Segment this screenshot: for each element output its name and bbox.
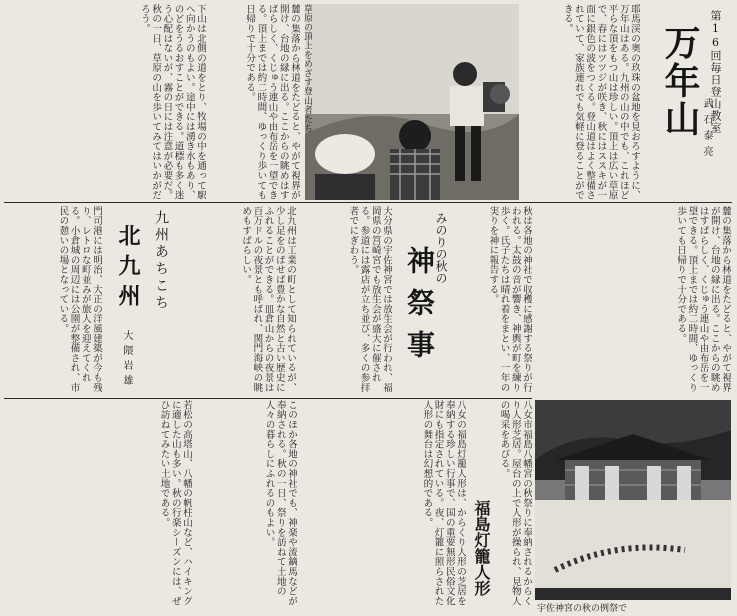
mountain-body-c: 下山は北側の道をとり、牧場の中を通って駅へ向かうのもよい。途中には湧き水もあり、のどをうるおすことができる。道標も多く迷う心配はないが、霧の日には注意が必要だ。秋の一日、草原の山を歩いてみてはいかがだろう。	[138, 4, 206, 200]
festival-body-a: 秋は各地の神社で収穫に感謝する祭りが行われる。太鼓の音が響き、神輿が町を練り歩く。氏子たちは晴れ着をまとい、一年の実りを神に報告する。	[487, 206, 532, 393]
rule-middle	[4, 398, 532, 399]
kyushu-body-b: 門司港には明治、大正の洋風建築が今も残り、レトロな町並みが旅人を迎えてくれる。小倉城の周辺には公園が整備され、市民の憩いの場となっている。	[57, 206, 102, 393]
fukushima-title-box	[468, 500, 494, 608]
photo-top-caption: 草原の頂上をめざす登山者たち	[302, 4, 312, 133]
series-author: 武石泰亮	[701, 98, 712, 162]
festival-title-lead: みのりの秋の	[434, 212, 448, 284]
shrine-illustration	[535, 400, 731, 600]
festival-body-d: このほか各地の神社でも、神楽や流鏑馬などが奉納される。秋の一日、祭りを訪ねて土地の人々の暮らしにふれるのもよい。	[263, 400, 297, 606]
photo-hikers	[305, 4, 519, 200]
kyushu-series: 九州あちこち	[153, 210, 169, 312]
kyushu-body-c: 若松の高塔山、八幡の帆柱山など、ハイキングに適した山も多い。秋の行楽シーズンには、ぜひ訪ねてみたい土地である。	[158, 400, 192, 606]
festival-body-c: 八女の福島灯籠人形は、からくり人形の芝居を奉納する珍しい行事で、国の重要無形民俗文化財にも指定されている。夜、灯籠に照らされた人形の舞台は幻想的である。	[421, 400, 466, 606]
festival-title: 神祭事	[403, 246, 436, 372]
hikers-illustration	[305, 4, 519, 200]
kyushu-body-a: 北九州は工業の町として知られているが、少し足をのばせば豊かな自然と古い歴史にふれることができる。皿倉山からの夜景は百万ドルの夜景とも呼ばれ、関門海峡の眺めもすばらしい。	[240, 206, 296, 393]
mountain-body-a: 耶馬渓の奥の玖珠の盆地を見おろすように、万年山はある。九州の山の中でも、これほど平らな頂をもつ山は珍しい。頂上は広い草原で、春にはツツジが咲き、秋にはススキが一面に銀色の波をつくる。登山道はよく整備されていて、家族連れでも気軽に登ることができる。	[561, 4, 640, 200]
photo-shrine	[535, 400, 731, 600]
fukushima-title: 福島灯籠人形	[472, 500, 491, 596]
festival-body-b: 大分県の宇佐神宮では放生会が行われ、福岡県の筥崎宮でも放生会が盛大に催される。参道には露店が立ち並び、多くの参拝者でにぎわう。	[347, 206, 392, 393]
kyushu-title-box	[105, 206, 175, 396]
series-title: 万年山	[659, 24, 701, 138]
series-label: 第16回毎日登山教室	[709, 10, 722, 134]
shrine-caption: 宇佐神宮の秋の例祭で	[537, 604, 628, 614]
rule-top	[4, 202, 732, 203]
kyushu-author: 大隈岩雄	[121, 330, 132, 390]
mountain-body-a-cont: 麓の集落から林道をたどると、やがて視界が開け、台地の縁に出る。ここからの眺めはすばらしく、くじゅう連山や由布岳を一望できる。頂上までは約二時間、ゆっくり歩いても日帰りで十分である。	[675, 206, 731, 393]
festival-title-box	[395, 206, 455, 392]
kyushu-title: 北九州	[115, 224, 141, 314]
fukushima-body: 八女市福島八幡宮の秋祭りに奉納されるからくり人形芝居。屋台の上で人形が操られ、見物人の喝采をあびる。	[498, 400, 532, 606]
series-title-box	[645, 6, 729, 192]
mountain-body-b: 麓の集落から林道をたどると、やがて視界が開け、台地の縁に出る。ここからの眺めはすばらしく、くじゅう連山や由布岳を一望できる。頂上までは約二時間、ゆっくり歩いても日帰りで十分である。	[244, 4, 300, 200]
